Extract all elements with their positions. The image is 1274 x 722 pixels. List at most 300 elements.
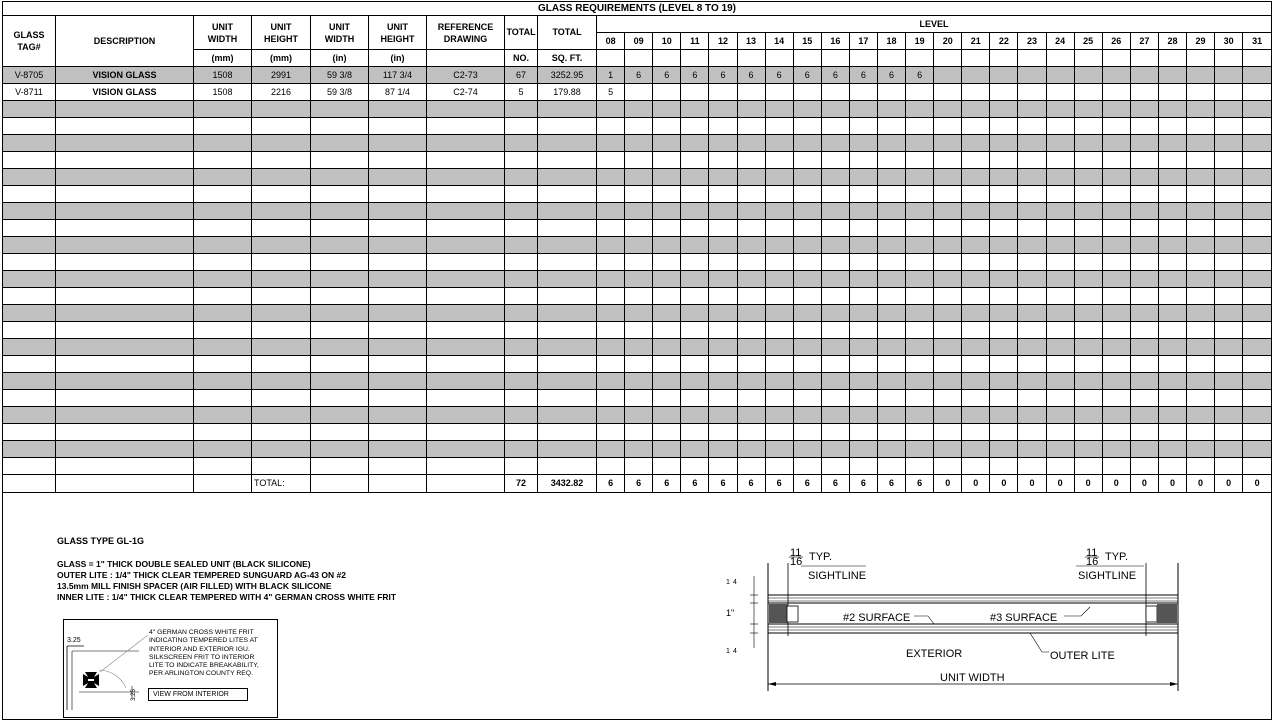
empty-cell <box>906 220 934 237</box>
empty-row <box>3 356 1272 373</box>
empty-cell <box>1187 339 1215 356</box>
empty-cell <box>962 356 990 373</box>
empty-cell <box>56 220 194 237</box>
empty-cell <box>1187 322 1215 339</box>
empty-cell <box>990 288 1018 305</box>
surface-2-label: #2 SURFACE <box>843 612 911 624</box>
empty-row <box>3 424 1272 441</box>
empty-cell <box>765 407 793 424</box>
empty-cell <box>821 271 849 288</box>
empty-cell <box>906 203 934 220</box>
empty-cell <box>793 101 821 118</box>
empty-cell <box>427 186 505 203</box>
empty-cell <box>1102 339 1130 356</box>
level-subheader-blank <box>990 50 1018 67</box>
empty-cell <box>1130 390 1158 407</box>
level-qty <box>1187 84 1215 101</box>
empty-cell <box>369 441 427 458</box>
empty-cell <box>1215 441 1243 458</box>
empty-cell <box>427 101 505 118</box>
empty-cell <box>505 441 538 458</box>
level-qty <box>877 84 905 101</box>
empty-cell <box>311 271 369 288</box>
empty-cell <box>1018 101 1046 118</box>
empty-cell <box>1243 458 1272 475</box>
empty-cell <box>625 288 653 305</box>
empty-cell <box>877 237 905 254</box>
empty-cell <box>625 203 653 220</box>
empty-cell <box>538 407 597 424</box>
empty-cell <box>597 152 625 169</box>
header-line: WIDTH <box>207 33 238 44</box>
empty-cell <box>505 237 538 254</box>
empty-cell <box>653 339 681 356</box>
empty-cell <box>737 458 765 475</box>
empty-cell <box>990 220 1018 237</box>
dim-bottom-frac-den: 4 <box>733 648 737 655</box>
level-qty <box>821 84 849 101</box>
empty-cell <box>1158 322 1186 339</box>
dim-one-inch: 1" <box>726 608 735 618</box>
empty-cell <box>1130 441 1158 458</box>
empty-cell <box>1243 220 1272 237</box>
level-subheader-blank <box>681 50 709 67</box>
empty-cell <box>311 186 369 203</box>
empty-cell <box>505 305 538 322</box>
empty-row <box>3 390 1272 407</box>
empty-cell <box>1130 203 1158 220</box>
glass-requirements-table <box>2 1 1272 493</box>
empty-cell <box>56 135 194 152</box>
empty-cell <box>1187 407 1215 424</box>
empty-cell <box>709 356 737 373</box>
empty-cell <box>252 237 311 254</box>
empty-cell <box>597 407 625 424</box>
level-header: 31 <box>1243 33 1272 50</box>
spec-line: INNER LITE : 1/4" THICK CLEAR TEMPERED WITH 4" GERMAN CROSS WHITE FRIT <box>57 592 397 602</box>
reference-drawing: C2-74 <box>427 84 505 101</box>
empty-cell <box>1074 373 1102 390</box>
empty-cell <box>1158 220 1186 237</box>
empty-cell <box>765 390 793 407</box>
empty-cell <box>934 322 962 339</box>
level-qty: 6 <box>849 67 877 84</box>
level-header: 27 <box>1130 33 1158 50</box>
empty-cell <box>1130 271 1158 288</box>
total-sqft-sum: 3432.82 <box>538 475 597 493</box>
empty-cell <box>56 390 194 407</box>
empty-cell <box>877 254 905 271</box>
level-total: 6 <box>737 475 765 493</box>
empty-cell <box>1102 407 1130 424</box>
spec-line: 13.5mm MILL FINISH SPACER (AIR FILLED) WITH BLACK SILICONE <box>57 581 332 591</box>
empty-cell <box>934 288 962 305</box>
level-header: 28 <box>1158 33 1186 50</box>
empty-cell <box>906 339 934 356</box>
level-subheader-blank <box>849 50 877 67</box>
empty-cell <box>1018 237 1046 254</box>
empty-cell <box>369 322 427 339</box>
empty-cell <box>252 407 311 424</box>
level-qty <box>1130 84 1158 101</box>
empty-cell <box>1187 118 1215 135</box>
empty-cell <box>369 118 427 135</box>
empty-cell <box>962 237 990 254</box>
empty-cell <box>427 237 505 254</box>
level-subheader-blank <box>877 50 905 67</box>
level-total: 0 <box>934 475 962 493</box>
empty-cell <box>597 254 625 271</box>
empty-cell <box>934 390 962 407</box>
spacer-left <box>787 606 798 622</box>
dim-top-frac-den: 4 <box>733 579 737 586</box>
empty-cell <box>1215 186 1243 203</box>
empty-cell <box>737 356 765 373</box>
level-qty <box>1158 84 1186 101</box>
level-qty <box>1243 67 1272 84</box>
empty-cell <box>538 169 597 186</box>
frit-note-line: INDICATING TEMPERED LITES AT <box>149 637 258 645</box>
empty-cell <box>538 424 597 441</box>
empty-cell <box>1046 356 1074 373</box>
level-qty <box>1102 84 1130 101</box>
empty-row <box>3 169 1272 186</box>
empty-cell <box>1215 135 1243 152</box>
empty-cell <box>1074 186 1102 203</box>
frit-dim-side: 3.25 <box>130 689 137 701</box>
empty-cell <box>1046 373 1074 390</box>
empty-cell <box>311 288 369 305</box>
empty-cell <box>821 424 849 441</box>
glass-type-label: GLASS TYPE GL-1G <box>57 536 145 546</box>
empty-cell <box>538 152 597 169</box>
empty-cell <box>625 135 653 152</box>
empty-cell <box>1046 339 1074 356</box>
empty-cell <box>311 373 369 390</box>
empty-cell <box>990 152 1018 169</box>
header-line: TAG# <box>17 42 41 52</box>
empty-cell <box>597 288 625 305</box>
empty-cell <box>821 101 849 118</box>
empty-cell <box>1102 254 1130 271</box>
empty-cell <box>962 424 990 441</box>
empty-cell <box>821 135 849 152</box>
empty-cell <box>194 169 252 186</box>
totals-row <box>3 475 1272 493</box>
empty-cell <box>1102 458 1130 475</box>
empty-cell <box>709 203 737 220</box>
empty-cell <box>1130 135 1158 152</box>
empty-cell <box>311 220 369 237</box>
empty-row <box>3 135 1272 152</box>
empty-cell <box>3 152 56 169</box>
empty-cell <box>3 339 56 356</box>
empty-cell <box>765 186 793 203</box>
empty-cell <box>765 169 793 186</box>
empty-cell <box>311 203 369 220</box>
empty-cell <box>653 237 681 254</box>
level-total: 6 <box>793 475 821 493</box>
empty-cell <box>653 152 681 169</box>
empty-cell <box>625 118 653 135</box>
empty-cell <box>793 152 821 169</box>
empty-cell <box>427 152 505 169</box>
empty-cell <box>1102 441 1130 458</box>
level-header: 16 <box>821 33 849 50</box>
empty-cell <box>990 322 1018 339</box>
frit-note <box>149 629 277 679</box>
empty-cell <box>1243 135 1272 152</box>
empty-cell <box>1130 407 1158 424</box>
frit-note-line: INTERIOR AND EXTERIOR IGU. <box>149 645 250 653</box>
empty-cell <box>877 169 905 186</box>
empty-cell <box>962 271 990 288</box>
glass-tag: V-8705 <box>3 67 56 84</box>
empty-cell <box>1018 220 1046 237</box>
width-mm: 1508 <box>194 67 252 84</box>
empty-cell <box>369 186 427 203</box>
empty-cell <box>538 186 597 203</box>
empty-cell <box>877 101 905 118</box>
empty-cell <box>681 169 709 186</box>
empty-cell <box>793 322 821 339</box>
empty-cell <box>538 288 597 305</box>
empty-cell <box>1243 152 1272 169</box>
empty-cell <box>194 220 252 237</box>
empty-cell <box>1158 339 1186 356</box>
empty-cell <box>1187 220 1215 237</box>
level-total: 0 <box>1215 475 1243 493</box>
empty-cell <box>653 424 681 441</box>
level-subheader-blank <box>597 50 625 67</box>
empty-cell <box>737 220 765 237</box>
empty-cell <box>194 237 252 254</box>
empty-cell <box>793 271 821 288</box>
empty-cell <box>653 135 681 152</box>
empty-cell <box>1243 390 1272 407</box>
empty-cell <box>1102 373 1130 390</box>
height-mm: 2216 <box>252 84 311 101</box>
empty-cell <box>793 356 821 373</box>
empty-cell <box>252 203 311 220</box>
empty-cell <box>934 441 962 458</box>
empty-cell <box>737 254 765 271</box>
empty-cell <box>709 237 737 254</box>
empty-cell <box>1158 305 1186 322</box>
empty-cell <box>821 169 849 186</box>
empty-cell <box>369 101 427 118</box>
empty-cell <box>709 305 737 322</box>
empty-cell <box>1102 271 1130 288</box>
empty-cell <box>56 237 194 254</box>
empty-cell <box>369 169 427 186</box>
level-total: 0 <box>990 475 1018 493</box>
dim-bottom-frac-num: 1 <box>726 648 730 655</box>
empty-cell <box>1102 169 1130 186</box>
empty-cell <box>849 118 877 135</box>
empty-cell <box>653 271 681 288</box>
typ-left-den: 16 <box>790 556 803 568</box>
empty-cell <box>793 390 821 407</box>
level-header: 18 <box>877 33 905 50</box>
empty-cell <box>653 254 681 271</box>
empty-cell <box>252 152 311 169</box>
empty-cell <box>765 441 793 458</box>
header-total-sqft: TOTAL <box>538 16 597 50</box>
empty-row <box>3 203 1272 220</box>
empty-cell <box>709 220 737 237</box>
empty-cell <box>990 254 1018 271</box>
empty-cell <box>505 356 538 373</box>
empty-cell <box>934 237 962 254</box>
level-qty: 1 <box>597 67 625 84</box>
empty-cell <box>1158 118 1186 135</box>
empty-cell <box>1158 424 1186 441</box>
empty-cell <box>1215 169 1243 186</box>
empty-cell <box>906 186 934 203</box>
empty-cell <box>653 118 681 135</box>
empty-cell <box>1102 101 1130 118</box>
header-total-sqft-2: SQ. FT. <box>538 50 597 67</box>
empty-cell <box>906 152 934 169</box>
empty-cell <box>934 424 962 441</box>
empty-cell <box>709 254 737 271</box>
empty-cell <box>252 305 311 322</box>
header-line: UNIT <box>387 21 409 32</box>
empty-cell <box>369 390 427 407</box>
empty-cell <box>934 305 962 322</box>
empty-cell <box>709 339 737 356</box>
empty-cell <box>653 169 681 186</box>
empty-cell <box>906 441 934 458</box>
level-qty <box>1074 67 1102 84</box>
empty-cell <box>597 271 625 288</box>
empty-cell <box>962 407 990 424</box>
empty-cell <box>1018 390 1046 407</box>
level-qty <box>1046 84 1074 101</box>
empty-cell <box>194 390 252 407</box>
empty-cell <box>194 475 252 493</box>
empty-cell <box>1130 186 1158 203</box>
empty-cell <box>793 254 821 271</box>
empty-cell <box>709 458 737 475</box>
empty-cell <box>934 339 962 356</box>
empty-cell <box>1074 237 1102 254</box>
empty-cell <box>1187 356 1215 373</box>
empty-cell <box>849 237 877 254</box>
empty-cell <box>1215 220 1243 237</box>
level-total: 6 <box>877 475 905 493</box>
empty-cell <box>737 407 765 424</box>
empty-cell <box>962 288 990 305</box>
empty-cell <box>194 186 252 203</box>
empty-cell <box>1243 407 1272 424</box>
header-unit-width-in <box>311 16 369 50</box>
empty-cell <box>194 441 252 458</box>
empty-cell <box>1046 203 1074 220</box>
empty-cell <box>427 424 505 441</box>
empty-cell <box>1158 271 1186 288</box>
empty-cell <box>311 118 369 135</box>
empty-cell <box>1187 305 1215 322</box>
typ-right-den: 16 <box>1086 556 1099 568</box>
empty-cell <box>990 169 1018 186</box>
empty-cell <box>3 169 56 186</box>
empty-cell <box>625 186 653 203</box>
empty-cell <box>709 152 737 169</box>
empty-cell <box>56 271 194 288</box>
empty-row <box>3 458 1272 475</box>
empty-cell <box>597 441 625 458</box>
empty-cell <box>653 305 681 322</box>
empty-cell <box>849 101 877 118</box>
empty-cell <box>906 101 934 118</box>
header-total-no-2: NO. <box>505 50 538 67</box>
header-line: HEIGHT <box>264 33 299 44</box>
empty-cell <box>821 339 849 356</box>
empty-row <box>3 220 1272 237</box>
empty-cell <box>737 152 765 169</box>
empty-cell <box>505 203 538 220</box>
empty-cell <box>821 305 849 322</box>
level-header: 13 <box>737 33 765 50</box>
empty-cell <box>906 407 934 424</box>
spacer-right <box>1146 606 1157 622</box>
typ-left-num: 11 <box>790 547 802 559</box>
empty-cell <box>1158 101 1186 118</box>
empty-cell <box>849 373 877 390</box>
empty-cell <box>1102 237 1130 254</box>
header-line: UNIT <box>270 21 292 32</box>
header-row <box>3 16 1272 33</box>
sightline-right: SIGHTLINE <box>1078 570 1137 582</box>
empty-cell <box>793 203 821 220</box>
empty-cell <box>1243 186 1272 203</box>
empty-cell <box>538 373 597 390</box>
empty-cell <box>369 458 427 475</box>
empty-cell <box>821 152 849 169</box>
empty-cell <box>505 135 538 152</box>
empty-cell <box>906 254 934 271</box>
empty-cell <box>1158 135 1186 152</box>
empty-cell <box>737 305 765 322</box>
empty-cell <box>3 407 56 424</box>
empty-cell <box>1074 356 1102 373</box>
empty-cell <box>849 458 877 475</box>
empty-cell <box>877 441 905 458</box>
empty-cell <box>311 407 369 424</box>
empty-cell <box>311 135 369 152</box>
empty-cell <box>1074 254 1102 271</box>
width-mm: 1508 <box>194 84 252 101</box>
empty-cell <box>505 458 538 475</box>
empty-cell <box>962 339 990 356</box>
empty-cell <box>252 135 311 152</box>
empty-cell <box>1074 271 1102 288</box>
empty-cell <box>505 373 538 390</box>
empty-cell <box>653 322 681 339</box>
empty-cell <box>252 220 311 237</box>
empty-cell <box>505 390 538 407</box>
spec-line: GLASS = 1" THICK DOUBLE SEALED UNIT (BLACK SILICONE) <box>57 559 311 569</box>
empty-cell <box>1074 305 1102 322</box>
empty-cell <box>849 305 877 322</box>
empty-cell <box>597 135 625 152</box>
empty-cell <box>990 424 1018 441</box>
empty-cell <box>737 322 765 339</box>
empty-cell <box>793 305 821 322</box>
empty-row <box>3 288 1272 305</box>
